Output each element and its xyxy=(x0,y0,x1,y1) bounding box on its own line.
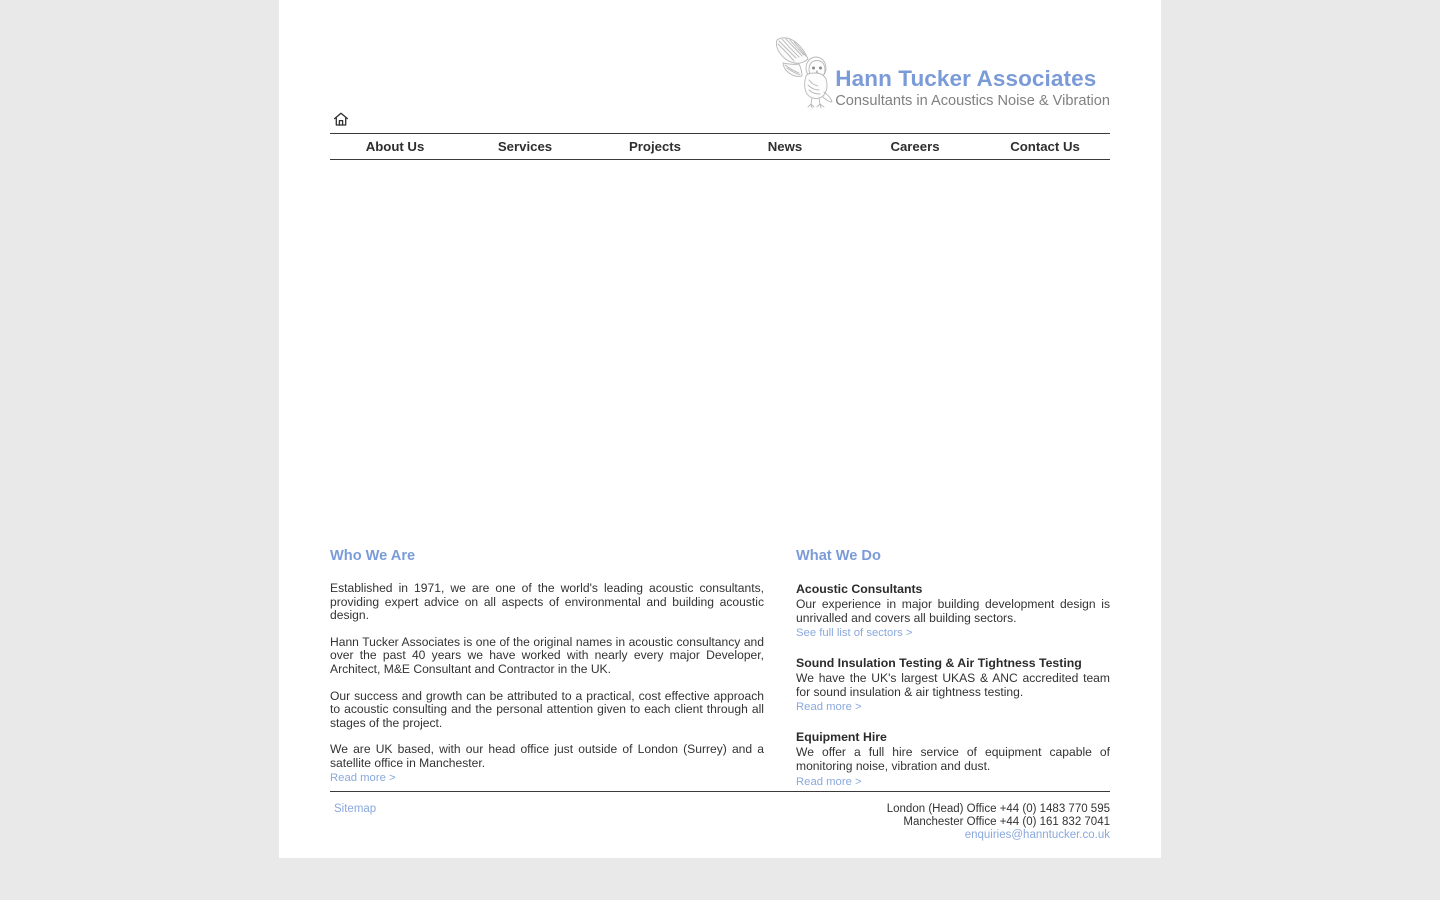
service-title: Acoustic Consultants xyxy=(796,582,923,596)
banner-area xyxy=(330,160,1110,535)
footer-contact-block xyxy=(887,803,1110,842)
service-sound-insulation-testing xyxy=(796,656,1110,714)
who-we-are-paragraph-3: Our success and growth can be attributed to a practical, cost effective approach to acoustic consulting and the personal attention given to each client through all stages of the project. xyxy=(330,688,764,730)
company-name: Hann Tucker Associates xyxy=(835,66,1097,91)
service-title: Equipment Hire xyxy=(796,730,887,745)
main-navigation xyxy=(330,109,1110,160)
company-tagline: Consultants in Acoustics Noise & Vibration xyxy=(835,93,1110,109)
contact-email-link[interactable]: enquiries@hanntucker.co.uk xyxy=(964,829,1110,842)
service-read-more-link[interactable]: Read more > xyxy=(796,775,862,788)
nav-item-news[interactable]: News xyxy=(767,139,803,154)
who-we-are-paragraph-2: Hann Tucker Associates is one of the original names in acoustic consultancy and over the past 40 years we have worked with nearly every major Developer, Architect, M&E Consultant and Contractor in the UK. xyxy=(330,634,764,676)
nav-item-services[interactable]: Services xyxy=(497,139,553,154)
site-footer xyxy=(330,791,1110,844)
logo-text-block xyxy=(835,67,1110,110)
what-we-do-section xyxy=(796,548,1110,789)
footer-content xyxy=(330,792,1110,844)
who-we-are-section xyxy=(330,548,764,785)
nav-items xyxy=(330,134,1110,159)
site-logo[interactable] xyxy=(771,32,1110,110)
service-description: We have the UK's largest UKAS & ANC accredited team for sound insulation & air tightness testing. xyxy=(796,671,1110,699)
who-we-are-paragraph-1: Established in 1971, we are one of the world's leading acoustic consultants, providing expert advice on all aspects of environmental and building acoustic design. xyxy=(330,581,764,623)
who-we-are-heading: Who We Are xyxy=(330,548,416,564)
service-title: Sound Insulation Testing & Air Tightness Testing xyxy=(796,656,1082,671)
home-row xyxy=(330,109,1110,133)
service-acoustic-consultants xyxy=(796,582,1110,640)
nav-item-contact-us[interactable]: Contact Us xyxy=(1010,139,1080,154)
site-header xyxy=(279,0,1161,109)
manchester-office-phone: Manchester Office +44 (0) 161 832 7041 xyxy=(903,815,1110,828)
nav-item-projects[interactable]: Projects xyxy=(628,139,682,154)
london-office-phone: London (Head) Office +44 (0) 1483 770 595 xyxy=(886,803,1110,815)
who-we-are-read-more-link[interactable]: Read more > xyxy=(330,771,396,784)
service-sectors-link[interactable]: See full list of sectors > xyxy=(796,627,913,640)
nav-item-careers[interactable]: Careers xyxy=(890,139,940,154)
nav-item-about-us[interactable]: About Us xyxy=(365,139,425,154)
who-we-are-paragraph-4: We are UK based, with our head office just outside of London (Surrey) and a satellite office in Manchester. xyxy=(330,742,764,770)
home-icon[interactable] xyxy=(333,111,349,127)
owl-icon xyxy=(771,32,833,114)
sitemap-link[interactable]: Sitemap xyxy=(334,803,377,815)
service-equipment-hire xyxy=(796,730,1110,788)
service-read-more-link[interactable]: Read more > xyxy=(796,701,862,714)
page-panel xyxy=(279,0,1161,858)
what-we-do-heading: What We Do xyxy=(796,548,881,564)
service-description: Our experience in major building development design is unrivalled and covers all building sectors. xyxy=(796,597,1110,625)
service-description: We offer a full hire service of equipment capable of monitoring noise, vibration and dust. xyxy=(796,745,1110,773)
